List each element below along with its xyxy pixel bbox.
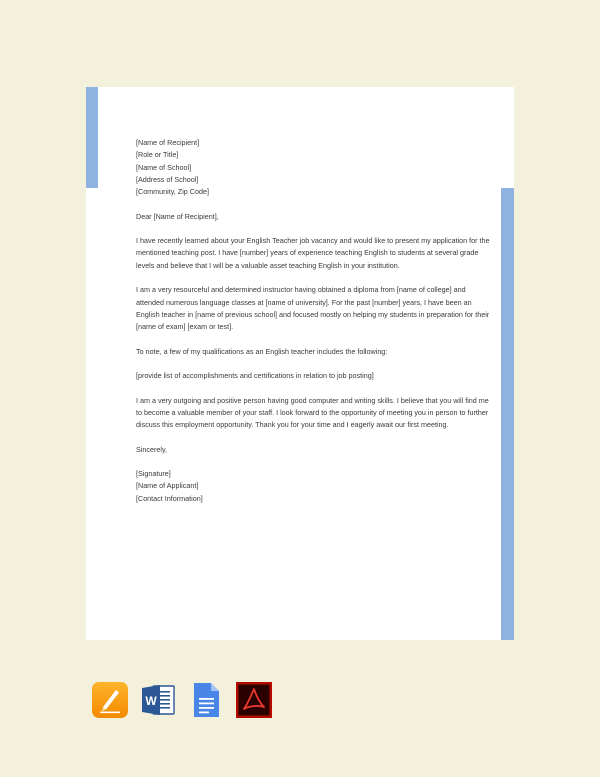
closing: Sincerely, (136, 444, 168, 454)
recipient-name: [Name of Recipient] (136, 138, 200, 147)
school-name: [Name of School] (136, 162, 192, 172)
paragraph-list-placeholder: [provide list of accomplishments and certifications in relation to job posting] (136, 371, 374, 381)
school-address: [Address of School] (136, 174, 199, 184)
greeting: Dear [Name of Recipient], (136, 211, 219, 221)
recipient-role: [Role or Title] (136, 150, 179, 160)
signature: [Signature] (136, 469, 171, 479)
paragraph-closing: I am a very outgoing and positive person having good computer and writing skills. I believe that you will find me to become a valuable member of your staff. I look forward to the opportunity of meeting you in person to further discuss this employment opportunity. Thank you for your time and I eagerly await our first meeting. (136, 395, 489, 430)
paragraph-background: I am a very resourceful and determined instructor having obtained a diploma from [name of college] and attended numerous language classes at [name of university]. For the past [number] years, I have been an English teacher in [name of previous school] and focused mostly on helping my students in preparation for their [name of exam] [exam or test]. (136, 285, 490, 332)
pdf-acrobat-icon[interactable] (236, 682, 272, 718)
word-app-icon[interactable] (140, 682, 176, 718)
paragraph-qualifications: To note, a few of my qualifications as an English teacher includes the following: (136, 346, 388, 356)
applicant-name: [Name of Applicant] (136, 481, 199, 491)
google-docs-icon[interactable] (188, 682, 224, 718)
community-zip: [Community, Zip Code] (136, 187, 209, 197)
pages-app-icon[interactable] (92, 682, 128, 718)
accent-bar-right (501, 188, 514, 640)
signature-block (136, 468, 493, 505)
accent-bar-left (86, 87, 98, 188)
word-letter: W (145, 694, 157, 708)
letter-body (136, 137, 493, 517)
paragraph-intro: I have recently learned about your English Teacher job vacancy and would like to present my application for the mentioned teaching post. I have [number] years of experience teaching English to students at several grade levels and believe that I will be a valuable asset teaching English in your institution. (136, 236, 490, 270)
recipient-address-block (136, 137, 493, 198)
contact-information: [Contact Information] (136, 493, 203, 503)
